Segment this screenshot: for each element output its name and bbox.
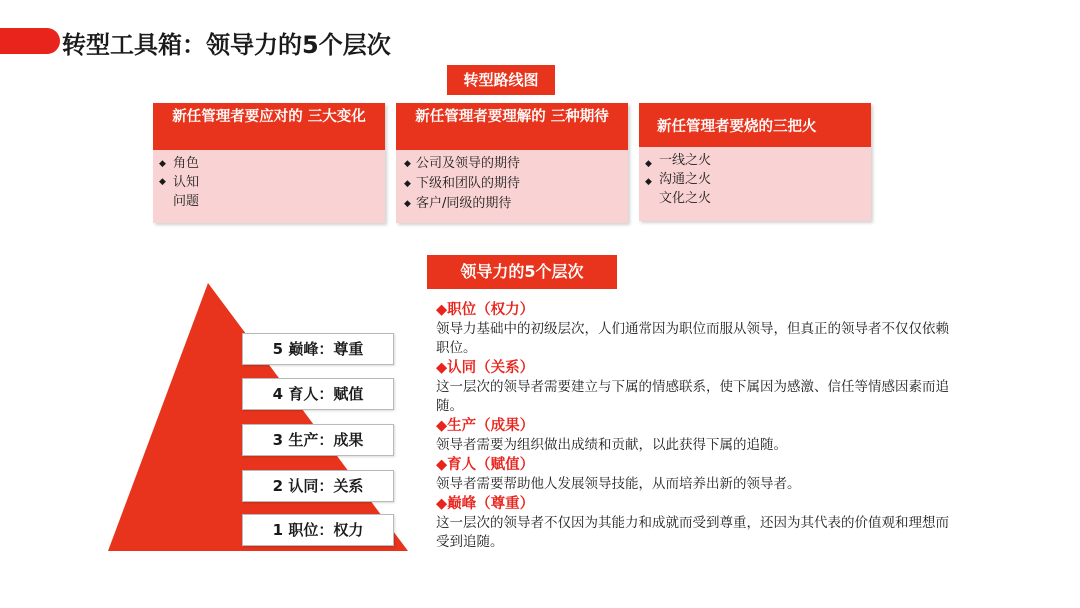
roadmap-card-changes <box>153 103 385 223</box>
desc-text: 领导力基础中的初级层次，人们通常因为职位而服从领导，但真正的领导者不仅仅依赖职位。 <box>436 321 949 356</box>
card-heading: 新任管理者要应对的 三大变化 <box>153 103 385 150</box>
desc-heading: ◆职位（权力） <box>436 302 535 318</box>
list-item: 角色 <box>173 156 200 171</box>
desc-heading: ◆生产（成果） <box>436 418 535 434</box>
bullet-icon: ◆ <box>404 199 411 209</box>
list-item: 问题 <box>173 194 200 209</box>
page-title: 转型工具箱：领导力的5个层次 <box>62 31 391 59</box>
roadmap-card-three-fires <box>639 103 871 221</box>
levels-title: 领导力的5个层次 <box>427 255 617 289</box>
list-item: ◆ 客户/同级的期待 <box>404 194 628 214</box>
card-list <box>153 150 385 211</box>
desc-text: 领导者需要为组织做出成绩和贡献，以此获得下属的追随。 <box>436 437 787 453</box>
desc-heading: ◆巅峰（尊重） <box>436 496 535 512</box>
roadmap-card-expectations <box>396 103 628 223</box>
desc-text: 这一层次的领导者需要建立与下属的情感联系，使下属因为感激、信任等情感因素而追随。 <box>436 379 949 414</box>
desc-heading: ◆认同（关系） <box>436 360 535 376</box>
card-heading: 新任管理者要理解的 三种期待 <box>396 103 628 150</box>
list-item: 沟通之火 <box>659 172 712 187</box>
bullet-icon: ◆ ◆ <box>645 159 652 187</box>
roadmap-title: 转型路线图 <box>447 65 555 95</box>
card-heading: 新任管理者要烧的三把火 <box>639 103 871 147</box>
pyramid-level-5: 5 巅峰：尊重 <box>242 333 394 365</box>
pyramid-level-2: 2 认同：关系 <box>242 470 394 502</box>
list-item: 文化之火 <box>659 191 712 206</box>
list-item: ◆ 下级和团队的期待 <box>404 174 628 194</box>
list-item: 一线之火 <box>659 153 712 168</box>
bullet-icon: ◆ <box>404 159 411 169</box>
pyramid-level-1: 1 职位：权力 <box>242 514 394 546</box>
bullet-icon: ◆ ◆ <box>159 159 166 187</box>
title-accent-bar <box>0 28 60 54</box>
desc-text: 这一层次的领导者不仅因为其能力和成就而受到尊重，还因为其代表的价值观和理想而受到追随。 <box>436 515 949 550</box>
list-item: ◆ 公司及领导的期待 <box>404 154 628 174</box>
list-item: 认知 <box>173 175 200 190</box>
desc-heading: ◆育人（赋值） <box>436 457 535 473</box>
pyramid-level-4: 4 育人：赋值 <box>242 378 394 410</box>
bullet-icon: ◆ <box>404 179 411 189</box>
pyramid-level-3: 3 生产：成果 <box>242 424 394 456</box>
desc-text: 领导者需要帮助他人发展领导技能，从而培养出新的领导者。 <box>436 476 801 492</box>
level-descriptions <box>436 300 956 552</box>
card-list <box>396 150 628 214</box>
card-list <box>639 147 871 208</box>
